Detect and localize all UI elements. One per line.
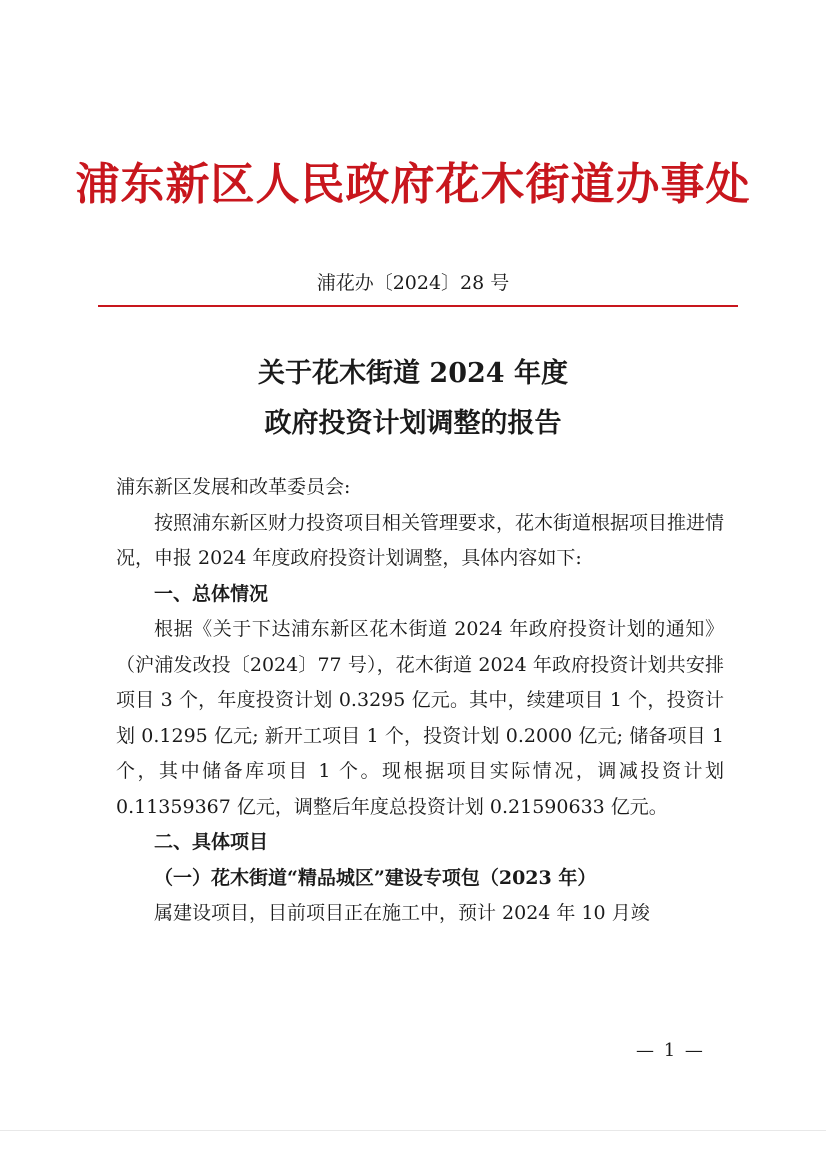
bottom-edge-line (0, 1130, 826, 1131)
document-number: 浦花办〔2024〕28 号 (316, 272, 510, 294)
intro-paragraph: 按照浦东新区财力投资项目相关管理要求，花木街道根据项目推进情况，申报 2024 年度政府投资计划调整，具体内容如下: (116, 511, 725, 569)
section-1-paragraph: 根据《关于下达浦东新区花木街道 2024 年政府投资计划的通知》（沪浦发改投〔2024〕77 号），花木街道 2024 年政府投资计划共安排项目 3 个，年度投资计划 0.3295 亿元。其中，续建项目 1 个，投资计划 0.1295 亿元; 新开工项目 1 个，投资计划 0.2000 亿元; 储备项目 1 个，其中储备库项目 1 个。现根据项目实际情况，调减投资计划 0.11359367 亿元，调整后年度总投资计划 0.21590633 亿元。 (116, 618, 724, 818)
section-1-heading: 一、总体情况 (154, 582, 269, 605)
recipient-line: 浦东新区发展和改革委员会: (116, 476, 351, 498)
page-number: — 1 — (636, 1040, 705, 1061)
issuing-organization-header: 浦东新区人民政府花木街道办事处 (75, 159, 751, 210)
document-title-line-1: 关于花木街道 2024 年度 (258, 358, 568, 389)
subsection-1-heading: （一）花木街道“精品城区”建设专项包（2023 年） (154, 866, 597, 889)
red-divider-line (98, 305, 738, 307)
subsection-1-paragraph: 属建设项目，目前项目正在施工中，预计 2024 年 10 月竣 (154, 902, 650, 924)
section-2-heading: 二、具体项目 (154, 831, 269, 853)
document-body (116, 470, 724, 932)
document-title-line-2: 政府投资计划调整的报告 (264, 408, 562, 439)
